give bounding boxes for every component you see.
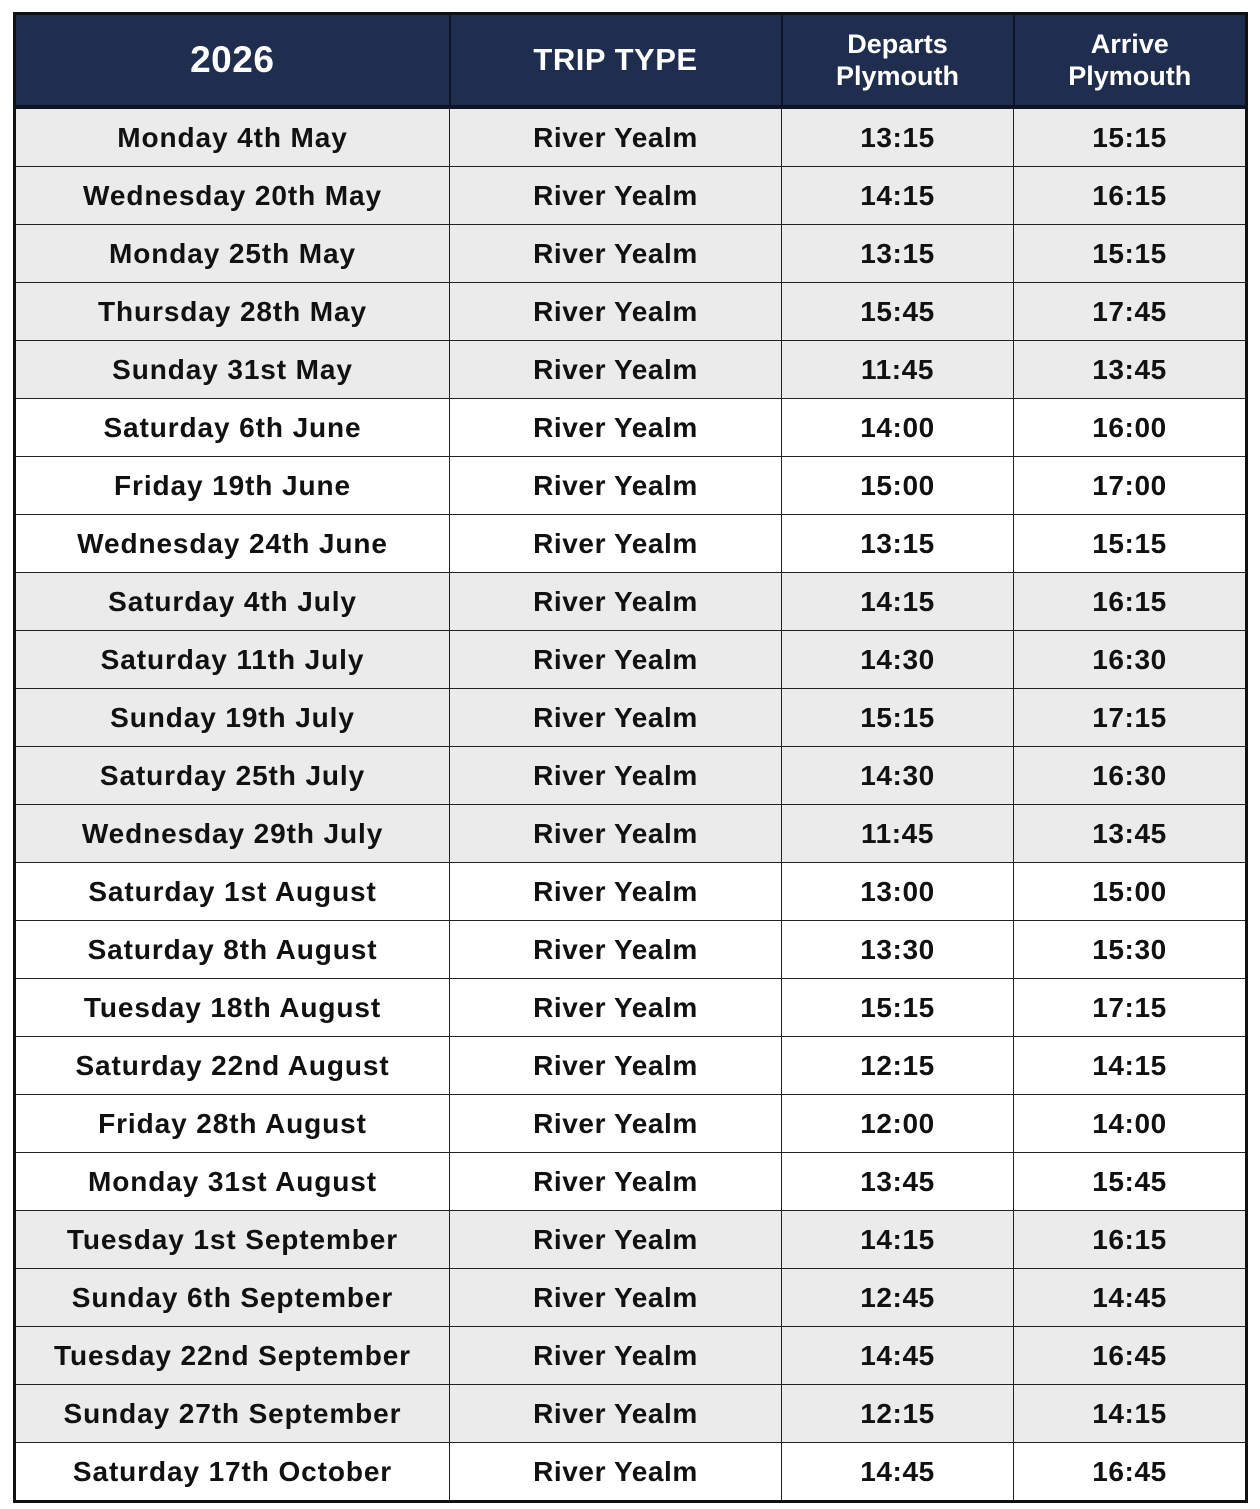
departs-time-cell: 14:00 — [782, 399, 1014, 457]
departs-time-cell: 14:15 — [782, 1211, 1014, 1269]
arrive-time-cell: 17:45 — [1014, 283, 1247, 341]
departs-time-cell: 13:30 — [782, 921, 1014, 979]
date-cell: Thursday 28th May — [15, 283, 450, 341]
table-row — [15, 1327, 1247, 1385]
trip-type-cell: River Yealm — [450, 1153, 782, 1211]
trip-type-cell: River Yealm — [450, 689, 782, 747]
arrive-header — [1014, 14, 1247, 108]
table-row — [15, 341, 1247, 399]
trip-type-cell: River Yealm — [450, 1095, 782, 1153]
departs-time-cell: 12:45 — [782, 1269, 1014, 1327]
date-cell: Saturday 4th July — [15, 573, 450, 631]
arrive-time-cell: 17:00 — [1014, 457, 1247, 515]
table-row — [15, 573, 1247, 631]
date-cell: Saturday 6th June — [15, 399, 450, 457]
departs-time-cell: 13:45 — [782, 1153, 1014, 1211]
trip-type-cell: River Yealm — [450, 1443, 782, 1502]
table-header — [15, 14, 1247, 108]
arrive-time-cell: 16:00 — [1014, 399, 1247, 457]
arrive-time-cell: 17:15 — [1014, 689, 1247, 747]
date-cell: Tuesday 18th August — [15, 979, 450, 1037]
arrive-time-cell: 16:30 — [1014, 747, 1247, 805]
departs-time-cell: 14:15 — [782, 167, 1014, 225]
table-row — [15, 515, 1247, 573]
date-cell: Saturday 22nd August — [15, 1037, 450, 1095]
arrive-time-cell: 13:45 — [1014, 805, 1247, 863]
arrive-header-line1: Arrive — [1090, 29, 1169, 59]
date-cell: Tuesday 1st September — [15, 1211, 450, 1269]
date-cell: Sunday 19th July — [15, 689, 450, 747]
departs-header — [782, 14, 1014, 108]
trip-type-cell: River Yealm — [450, 1269, 782, 1327]
table-row — [15, 399, 1247, 457]
arrive-time-cell: 14:00 — [1014, 1095, 1247, 1153]
date-cell: Sunday 31st May — [15, 341, 450, 399]
table-row — [15, 225, 1247, 283]
trip-type-cell: River Yealm — [450, 225, 782, 283]
departs-time-cell: 14:30 — [782, 747, 1014, 805]
year-header: 2026 — [15, 14, 450, 108]
table-row — [15, 689, 1247, 747]
date-cell: Wednesday 20th May — [15, 167, 450, 225]
departs-time-cell: 15:00 — [782, 457, 1014, 515]
table-row — [15, 1385, 1247, 1443]
trip-type-header: TRIP TYPE — [450, 14, 782, 108]
arrive-time-cell: 15:30 — [1014, 921, 1247, 979]
departs-time-cell: 12:15 — [782, 1037, 1014, 1095]
trip-type-cell: River Yealm — [450, 1327, 782, 1385]
table-row — [15, 1269, 1247, 1327]
date-cell: Tuesday 22nd September — [15, 1327, 450, 1385]
trip-type-cell: River Yealm — [450, 863, 782, 921]
table-row — [15, 167, 1247, 225]
table-row — [15, 1095, 1247, 1153]
date-cell: Saturday 17th October — [15, 1443, 450, 1502]
departs-time-cell: 13:15 — [782, 107, 1014, 167]
table-row — [15, 631, 1247, 689]
arrive-time-cell: 16:15 — [1014, 1211, 1247, 1269]
departs-header-line1: Departs — [847, 29, 948, 59]
date-cell: Sunday 6th September — [15, 1269, 450, 1327]
arrive-time-cell: 16:15 — [1014, 573, 1247, 631]
departs-time-cell: 14:15 — [782, 573, 1014, 631]
departs-time-cell: 14:30 — [782, 631, 1014, 689]
date-cell: Monday 25th May — [15, 225, 450, 283]
table-row — [15, 921, 1247, 979]
table-row — [15, 1153, 1247, 1211]
arrive-header-line2: Plymouth — [1068, 61, 1192, 91]
trip-type-cell: River Yealm — [450, 1385, 782, 1443]
date-cell: Monday 31st August — [15, 1153, 450, 1211]
departs-header-line2: Plymouth — [835, 61, 959, 91]
departs-time-cell: 15:15 — [782, 979, 1014, 1037]
arrive-time-cell: 15:45 — [1014, 1153, 1247, 1211]
departs-time-cell: 14:45 — [782, 1443, 1014, 1502]
date-cell: Wednesday 24th June — [15, 515, 450, 573]
departs-time-cell: 15:15 — [782, 689, 1014, 747]
trip-type-cell: River Yealm — [450, 283, 782, 341]
arrive-time-cell: 14:15 — [1014, 1037, 1247, 1095]
trip-type-cell: River Yealm — [450, 921, 782, 979]
trip-type-cell: River Yealm — [450, 107, 782, 167]
table-row — [15, 805, 1247, 863]
table-row — [15, 747, 1247, 805]
arrive-time-cell: 16:45 — [1014, 1443, 1247, 1502]
table-row — [15, 1211, 1247, 1269]
table-row — [15, 979, 1247, 1037]
departs-time-cell: 13:00 — [782, 863, 1014, 921]
arrive-time-cell: 16:45 — [1014, 1327, 1247, 1385]
date-cell: Saturday 25th July — [15, 747, 450, 805]
trip-type-cell: River Yealm — [450, 515, 782, 573]
trip-type-cell: River Yealm — [450, 573, 782, 631]
departs-time-cell: 11:45 — [782, 805, 1014, 863]
departs-time-cell: 12:00 — [782, 1095, 1014, 1153]
date-cell: Saturday 11th July — [15, 631, 450, 689]
trip-type-cell: River Yealm — [450, 979, 782, 1037]
arrive-time-cell: 17:15 — [1014, 979, 1247, 1037]
date-cell: Friday 28th August — [15, 1095, 450, 1153]
trip-type-cell: River Yealm — [450, 399, 782, 457]
departs-time-cell: 15:45 — [782, 283, 1014, 341]
trip-type-cell: River Yealm — [450, 457, 782, 515]
table-row — [15, 863, 1247, 921]
trip-type-cell: River Yealm — [450, 747, 782, 805]
departs-time-cell: 13:15 — [782, 225, 1014, 283]
arrive-time-cell: 15:15 — [1014, 225, 1247, 283]
arrive-time-cell: 14:15 — [1014, 1385, 1247, 1443]
departs-time-cell: 14:45 — [782, 1327, 1014, 1385]
trip-type-cell: River Yealm — [450, 1037, 782, 1095]
table-row — [15, 1037, 1247, 1095]
table-row — [15, 107, 1247, 167]
date-cell: Friday 19th June — [15, 457, 450, 515]
table-row — [15, 283, 1247, 341]
timetable — [13, 12, 1245, 1503]
arrive-time-cell: 15:00 — [1014, 863, 1247, 921]
header-row — [15, 14, 1247, 108]
arrive-time-cell: 15:15 — [1014, 107, 1247, 167]
date-cell: Saturday 1st August — [15, 863, 450, 921]
trip-type-cell: River Yealm — [450, 1211, 782, 1269]
trip-type-cell: River Yealm — [450, 631, 782, 689]
departs-time-cell: 11:45 — [782, 341, 1014, 399]
table-row — [15, 1443, 1247, 1502]
table-row — [15, 457, 1247, 515]
arrive-time-cell: 14:45 — [1014, 1269, 1247, 1327]
arrive-time-cell: 15:15 — [1014, 515, 1247, 573]
trip-type-cell: River Yealm — [450, 341, 782, 399]
date-cell: Sunday 27th September — [15, 1385, 450, 1443]
trip-type-cell: River Yealm — [450, 167, 782, 225]
sailing-schedule-table — [13, 12, 1248, 1503]
departs-time-cell: 13:15 — [782, 515, 1014, 573]
table-body — [15, 107, 1247, 1502]
arrive-time-cell: 16:15 — [1014, 167, 1247, 225]
trip-type-cell: River Yealm — [450, 805, 782, 863]
arrive-time-cell: 16:30 — [1014, 631, 1247, 689]
date-cell: Wednesday 29th July — [15, 805, 450, 863]
date-cell: Saturday 8th August — [15, 921, 450, 979]
date-cell: Monday 4th May — [15, 107, 450, 167]
departs-time-cell: 12:15 — [782, 1385, 1014, 1443]
arrive-time-cell: 13:45 — [1014, 341, 1247, 399]
